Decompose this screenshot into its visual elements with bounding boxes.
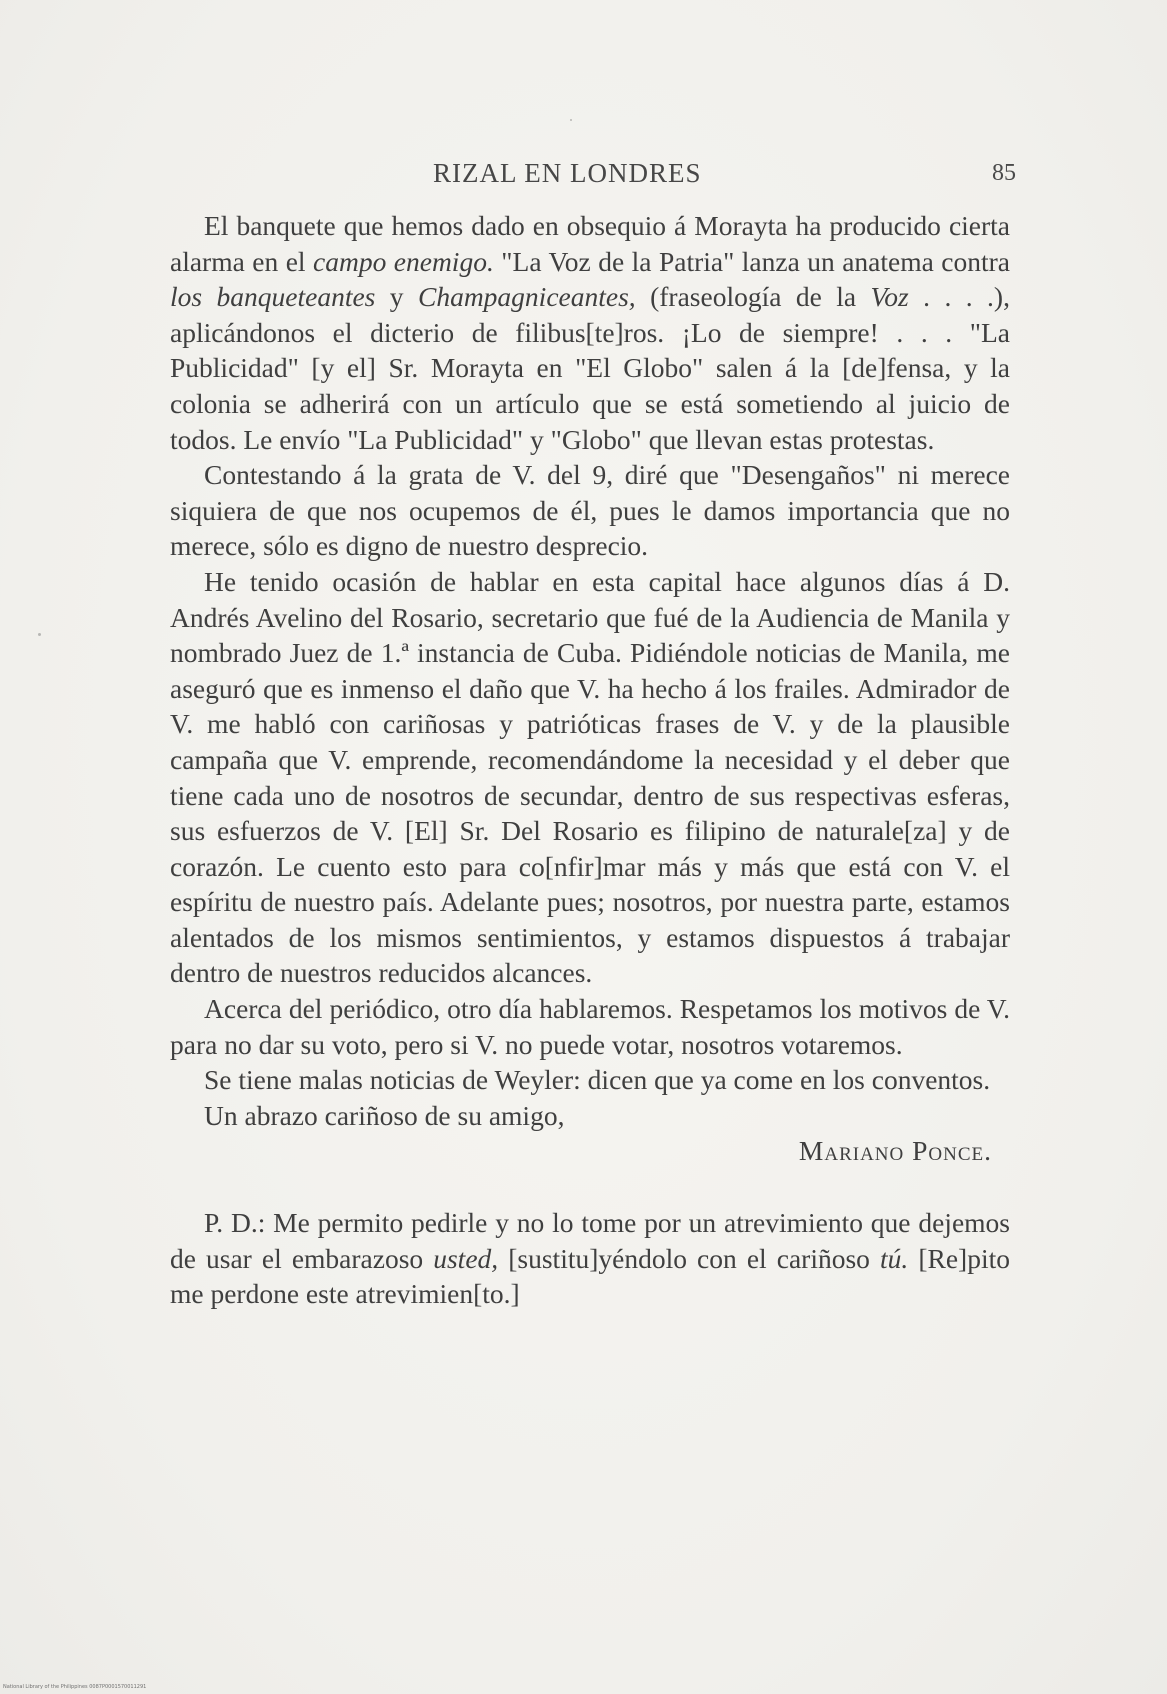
scan-speck	[38, 633, 41, 636]
postscript: P. D.: Me permito pedirle y no lo tome por un atrevimiento que dejemos de usar el embarazoso usted, [sustitu]yéndolo con el cariñoso tú. [Re]pito me perdone este atrevimien[to.]	[170, 1207, 1010, 1310]
paragraph-weyler: Se tiene malas noticias de Weyler: dicen que ya come en los conventos.	[204, 1064, 991, 1096]
signature: Mariano Ponce.	[798, 1135, 992, 1167]
running-title: RIZAL EN LONDRES	[433, 158, 702, 188]
scan-speck	[570, 119, 572, 121]
paragraph-banquete: El banquete que hemos dado en obsequio á Morayta ha producido cierta alarma en el campo enemigo. "La Voz de la Patria" lanza un anatema contra los banqueteantes y Champagniceantes, (fraseología de la Voz . . . .), aplicándonos el dicterio de filibus[te]ros. ¡Lo de siempre! . . . "La Publicidad" [y el] Sr. Morayta en "El Globo" salen á la [de]fensa, y la colonia se adherirá con un artículo que se está sometiendo al juicio de todos. Le envío "La Publicidad" y "Globo" que llevan estas protestas.	[170, 210, 1011, 455]
paragraph-closing: Un abrazo cariñoso de su amigo,	[204, 1099, 565, 1131]
library-credit: National Library of the Philippines 0087P0001570011291	[3, 1684, 147, 1690]
running-head	[0, 158, 1167, 192]
page-number: 85	[992, 160, 1016, 186]
letter-body	[170, 208, 1010, 1312]
paragraph-periodico: Acerca del periódico, otro día hablaremos. Respetamos los motivos de V. para no dar su voto, pero si V. no puede votar, nosotros votaremos.	[170, 993, 1010, 1060]
paragraph-del-rosario: He tenido ocasión de hablar en esta capital hace algunos días á D. Andrés Avelino del Rosario, secretario que fué de la Audiencia de Manila y nombrado Juez de 1.ª instancia de Cuba. Pidiéndole noticias de Manila, me aseguró que es inmenso el daño que V. ha hecho á los frailes. Admirador de V. me habló con cariñosas y patrióticas frases de V. y de la plausible campaña que V. emprende, recomendándome la necesidad y el deber que tiene cada uno de nosotros de secundar, dentro de sus respectivas esferas, sus esfuerzos de V. [El] Sr. Del Rosario es filipino de naturale[za] y de corazón. Le cuento esto para co[nfir]mar más y más que está con V. el espíritu de nuestro país. Adelante pues; nosotros, por nuestra parte, estamos alentados de los mismos sentimientos, y estamos dispuestos á trabajar dentro de nuestros reducidos alcances.	[170, 565, 1010, 989]
paragraph-desenganos: Contestando á la grata de V. del 9, diré que "Desengaños" ni merece siquiera de que nos ocupemos de él, pues le damos importancia que no merece, sólo es digno de nuestro desprecio.	[170, 459, 1010, 562]
